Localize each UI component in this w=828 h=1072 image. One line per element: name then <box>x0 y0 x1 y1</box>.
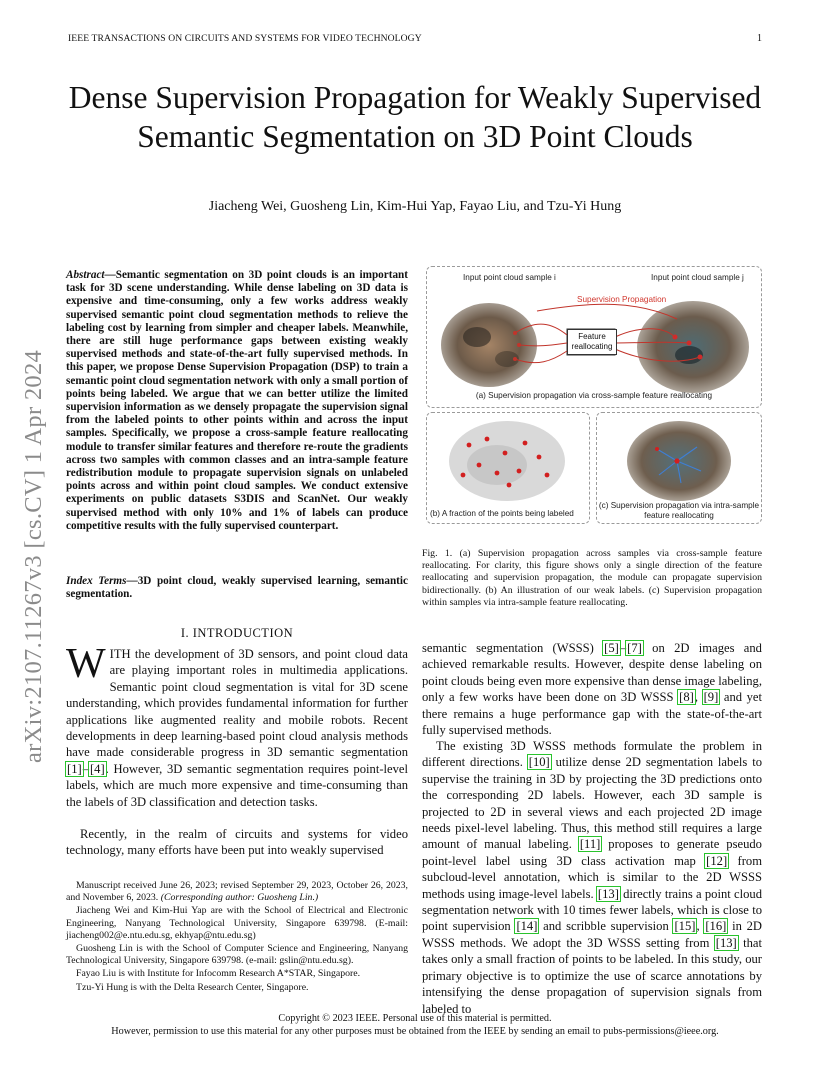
text-run: utilize dense 2D segmentation labels to supervise the training in 3D by projecting the 3D predictions onto the corresponding 2D labels. However, each 3D sample is projected to 2D in several views and each projected 2D image needs pixel-level labeling. Thus, this method still requires a large amount of manual labeling. <box>422 755 763 852</box>
text-run: , <box>696 919 705 934</box>
author-list: Jiacheng Wei, Guosheng Lin, Kim-Hui Yap, Fayao Liu, and Tzu-Yi Hung <box>208 199 622 214</box>
footnote-affiliation-4: Tzu-Yi Hung is with the Delta Research Center, Singapore. <box>76 981 309 993</box>
index-terms-lead: Index Terms <box>66 575 127 587</box>
abstract-lead: Abstract <box>66 269 105 281</box>
arxiv-identifier: arXiv:2107.11267v3 [cs.CV] 1 Apr 2024 <box>20 349 47 763</box>
citation-link[interactable]: [10] <box>528 755 550 770</box>
running-header: IEEE TRANSACTIONS ON CIRCUITS AND SYSTEMS FOR VIDEO TECHNOLOGY <box>68 33 422 44</box>
label-supervision-propagation: Supervision Propagation <box>577 295 667 304</box>
subcaption-a: (a) Supervision propagation via cross-sample feature reallocating <box>475 391 713 400</box>
text-run: , <box>694 690 703 705</box>
corresponding-author: (Corresponding author: Guosheng Lin.) <box>160 892 319 904</box>
citation-link[interactable]: [12] <box>706 853 728 868</box>
text-run: and scribble supervision <box>538 919 674 934</box>
citation-link[interactable]: [7] <box>627 641 642 655</box>
intro-paragraph-1 <box>66 641 408 810</box>
text-run: that takes only a small fraction of points to be labeled. In this study, our primary objective is to optimize the use of scarce annotations by intensifying the dense propagation of supervision signals from labeled to <box>422 935 762 1016</box>
text-run: in 2D WSSS methods. We adopt the 3D WSSS setting from <box>422 919 763 950</box>
citation-link[interactable]: [14] <box>516 919 538 934</box>
feature-box-line1: Feature <box>578 332 606 341</box>
text-run: on 2D images and achieved remarkable results. However, despite dense labeling on point clouds being even more expensive than dense image labeling, only a few works have been done on 3D WSSS <box>422 641 762 705</box>
footnote-manuscript <box>66 880 408 904</box>
label-sample-i: Input point cloud sample i <box>463 273 556 282</box>
footnote-manuscript-text: Manuscript received June 26, 2023; revised September 29, 2023, October 26, 2023, and November 6, 2023. <box>66 880 408 904</box>
footnote-affiliation-2: Guosheng Lin is with the School of Computer Science and Engineering, Nanyang Technological University, Singapore 639798. (e-mail: gslin@ntu.edu.sg). <box>66 943 408 967</box>
feature-box-line2: reallocating <box>571 342 613 351</box>
section-heading-introduction: I. INTRODUCTION <box>180 626 294 640</box>
weak-label-illustration <box>427 413 589 523</box>
index-terms <box>66 575 408 601</box>
intro-col2-paragraph-1 <box>422 640 762 738</box>
figure-panel-c <box>596 412 762 524</box>
subcaption-b: (b) A fraction of the points being labeled <box>430 509 574 518</box>
text-run: semantic segmentation (WSSS) <box>422 641 604 655</box>
subcaption-c-line2: feature reallocating <box>644 511 714 520</box>
text-run: The existing 3D WSSS methods formulate the problem in different directions. <box>422 739 762 770</box>
abstract-text: —Semantic segmentation on 3D point clouds is an important task for 3D scene understanding. While dense labeling on 3D data is expensive and time-consuming, only a few works address weakly supervised semantic point cloud segmentation methods to relieve the labeling cost by learning from simpler and cheaper labels. Meanwhile, there are still huge performance gaps between existing weakly supervised methods and state-of-the-art fully supervised methods. In this paper, we propose Dense Supervision Propagation (DSP) to train a semantic point cloud segmentation network with only a small portion of points being labeled. We argue that we can better utilize the limited supervision information as we densely propagate the supervision signal from the labeled points to other points within and across the input samples. Specifically, we propose a cross-sample feature reallocating module to transfer similar features and therefore re-route the gradients across two samples with common classes and an intra-sample feature redistribution module to propagate supervision signals on unlabeled points across and within point cloud samples. We conduct extensive experiments on public datasets S3DIS and ScanNet. Our weakly supervised method with only 10% and 1% of labels can produce competitive results with the fully supervised counterpart. <box>66 269 408 532</box>
citation-dash: – <box>82 761 89 776</box>
figure-1-caption: Fig. 1. (a) Supervision propagation across samples via cross-sample feature reallocating. For clarity, this figure shows only a single direction of the feature reallocating and supervision propagation, the module can propagate supervision bidirectionally. (b) An illustration of our weak labels. (c) Supervision propagation within samples via intra-sample feature reallocating. <box>422 548 762 608</box>
figure-panel-a <box>426 266 762 408</box>
text-run: proposes to generate pseudo point-level label using 3D class activation map <box>422 837 762 868</box>
footnote-affiliation-1: Jiacheng Wei and Kim-Hui Yap are with the School of Electrical and Electronic Engineering, Nanyang Technological University, Singapore 639798. (E-mail: jiacheng002@e.ntu.edu.sg, ekhyap@ntu.edu.sg) <box>66 905 408 941</box>
index-terms-text: —3D point cloud, weakly supervised learning, semantic segmentation. <box>66 575 408 601</box>
citation-link[interactable]: [4] <box>89 761 105 776</box>
text-run: from subcloud-level annotation, which is similar to the 2D WSSS methods using image-level labels. <box>422 853 762 901</box>
figure-1 <box>426 266 762 542</box>
intro-paragraph-2: Recently, in the realm of circuits and systems for video technology, many efforts have been put into weakly supervised <box>66 827 408 858</box>
citation-link[interactable]: [11] <box>579 837 601 852</box>
abstract <box>66 269 408 533</box>
label-sample-j: Input point cloud sample j <box>651 273 744 282</box>
intro-col2-paragraph-2 <box>422 738 762 1017</box>
intro-p1-end: . However, 3D semantic segmentation requires point-level labels, which are much more expensive and time-consuming than the labels of 3D classification and detection tasks. <box>66 761 408 809</box>
citation-link[interactable]: [5] <box>604 641 619 655</box>
intro-p1-text: ITH the development of 3D sensors, and point cloud data are playing important roles in multimedia applications. Semantic point cloud segmentation is vital for 3D scene understanding, which provides fundamental information for further applications like augmented reality and mobile robots. Recent developments in deep learning-based point cloud analysis methods have made considerable progress in 3D semantic segmentation <box>66 647 408 760</box>
figure-panel-b <box>426 412 590 524</box>
permission-notice: However, permission to use this material for any other purposes must be obtained from the IEEE by sending an email to pubs-permissions@ieee.org. <box>111 1026 719 1037</box>
citation-link[interactable]: [9] <box>703 690 719 705</box>
text-run: and yet there remains a huge performance gap with the state-of-the-art fully supervised methods. <box>422 690 762 738</box>
subcaption-c <box>597 501 761 521</box>
page-number: 1 <box>757 33 762 44</box>
paper-title: Dense Supervision Propagation for Weakly Supervised Semantic Segmentation on 3D Point Clouds <box>68 80 762 154</box>
feature-reallocating-box <box>567 329 617 355</box>
copyright-notice: Copyright © 2023 IEEE. Personal use of this material is permitted. <box>278 1013 552 1024</box>
footnote-affiliation-3: Fayao Liu is with Institute for Infocomm Research A*STAR, Singapore. <box>76 968 361 980</box>
citation-link[interactable]: [15] <box>674 919 696 934</box>
drop-cap: W <box>66 641 106 687</box>
citation-link[interactable]: [13] <box>715 935 737 950</box>
citation-link[interactable]: [16] <box>705 919 727 934</box>
footnotes <box>66 880 408 995</box>
citation-dash: – <box>619 641 627 655</box>
citation-link[interactable]: [1] <box>67 761 82 776</box>
citation-link[interactable]: [8] <box>679 690 694 705</box>
citation-link[interactable]: [13] <box>597 886 619 901</box>
subcaption-c-line1: (c) Supervision propagation via intra-sample <box>598 501 760 510</box>
text-run: directly trains a point cloud segmentation network with 10 times fewer labels, which is close to point supervision <box>422 886 762 934</box>
